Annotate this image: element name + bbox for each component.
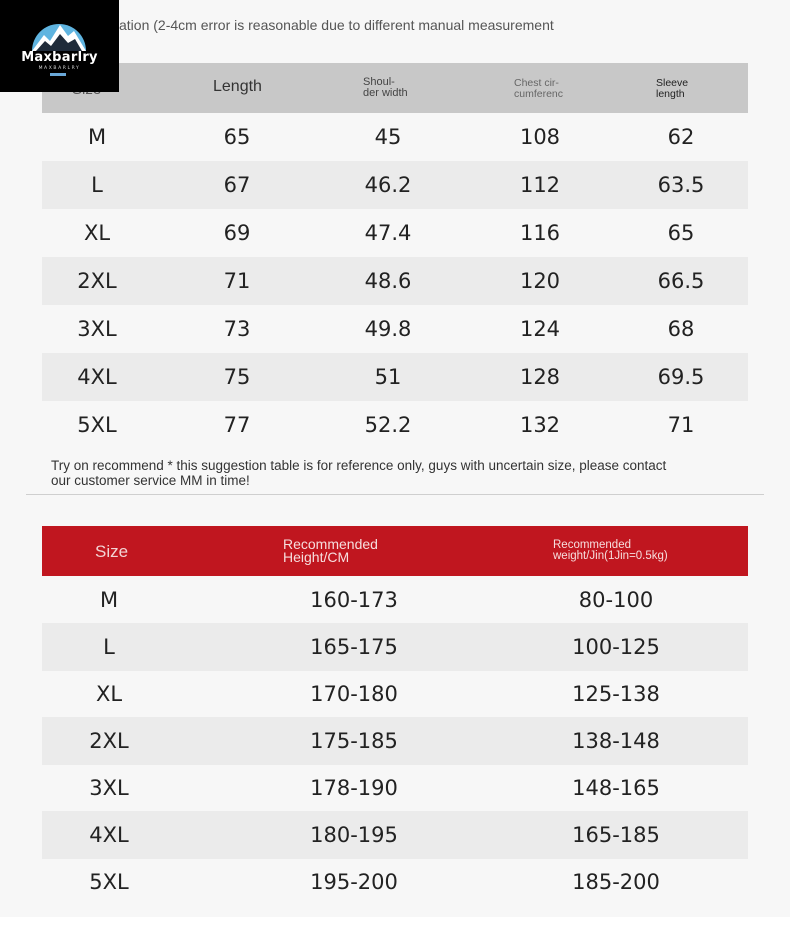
table-cell: 100-125: [572, 635, 660, 659]
table-cell: 71: [667, 413, 695, 437]
table-cell: 66.5: [657, 269, 705, 293]
header-shoulder-line1: Shoul-: [363, 76, 395, 88]
header2-weight: [553, 540, 668, 562]
table-cell: 45: [374, 125, 402, 149]
table-cell: 185-200: [572, 870, 660, 894]
table-row: [42, 623, 748, 671]
header-sleeve-line1: Sleeve: [656, 77, 689, 89]
table-cell: XL: [83, 221, 111, 245]
table-row: [42, 717, 748, 765]
header-chest-circumference: [514, 78, 563, 100]
table-cell: 132: [519, 413, 561, 437]
table-row: [42, 811, 748, 859]
table-cell: 69: [223, 221, 251, 245]
header2-height-line1: Recommended: [283, 536, 378, 552]
table-row: [42, 209, 748, 257]
table-cell: 49.8: [364, 317, 412, 341]
table-cell: M: [99, 588, 119, 612]
table-cell: 165-185: [572, 823, 660, 847]
table-cell: L: [91, 173, 103, 197]
header2-height: [283, 538, 378, 564]
table-cell: 68: [667, 317, 695, 341]
table-cell: 4XL: [89, 823, 129, 847]
recommend-note: [51, 458, 751, 488]
table-cell: 2XL: [89, 729, 129, 753]
table-row: [42, 670, 748, 718]
size-table-header: [42, 63, 748, 113]
header2-height-line2: Height/CM: [283, 549, 350, 565]
table-row: [42, 113, 748, 161]
brand-subtitle: MAXBARLRY: [38, 66, 81, 71]
header2-weight-line1: Recommended: [553, 539, 631, 551]
table-cell: 2XL: [77, 269, 117, 293]
section-divider: [26, 494, 764, 495]
table-cell: 65: [667, 221, 695, 245]
brand-name: Maxbarlry: [21, 50, 98, 65]
table-cell: 67: [223, 173, 251, 197]
table-cell: 108: [519, 125, 561, 149]
table-cell: 178-190: [310, 776, 398, 800]
table-row: [42, 401, 748, 449]
header-shoulder-line2: der width: [363, 87, 408, 99]
table-cell: 180-195: [310, 823, 398, 847]
table-cell: 71: [223, 269, 251, 293]
measurement-note: ation (2-4cm error is reasonable due to different manual measurement: [119, 17, 554, 33]
header-length: Length: [213, 78, 262, 95]
table-cell: 165-175: [310, 635, 398, 659]
table-cell: 80-100: [578, 588, 654, 612]
header2-size: Size: [95, 542, 129, 561]
table-cell: 170-180: [310, 682, 398, 706]
table-cell: 46.2: [364, 173, 412, 197]
brand-logo: [0, 0, 119, 92]
recommend-note-line2: our customer service MM in time!: [51, 473, 250, 488]
table-cell: M: [87, 125, 107, 149]
recommend-note-line1: Try on recommend * this suggestion table is for reference only, guys with uncertain size, please contact: [51, 458, 667, 473]
table-cell: 4XL: [77, 365, 117, 389]
mountain-logo-icon: [30, 17, 88, 53]
table-row: [42, 353, 748, 401]
header2-weight-line2: weight/Jin(1Jin=0.5kg): [553, 550, 668, 562]
table-cell: 63.5: [657, 173, 705, 197]
table-cell: 62: [667, 125, 695, 149]
table-cell: 52.2: [364, 413, 412, 437]
table-cell: 65: [223, 125, 251, 149]
table-cell: 112: [519, 173, 561, 197]
header-shoulder-width: [363, 77, 408, 99]
brand-flag: [50, 73, 66, 76]
table-cell: 48.6: [364, 269, 412, 293]
table-row: [42, 161, 748, 209]
table-cell: 128: [519, 365, 561, 389]
header-chest-line1: Chest cir-: [514, 77, 559, 89]
table-row: [42, 305, 748, 353]
table-row: [42, 764, 748, 812]
table-cell: 116: [519, 221, 561, 245]
table-cell: 69.5: [657, 365, 705, 389]
bottom-band: [0, 917, 790, 930]
table-row: [42, 858, 748, 906]
table-cell: 77: [223, 413, 251, 437]
table-row: [42, 576, 748, 624]
table-cell: 138-148: [572, 729, 660, 753]
table-cell: 3XL: [89, 776, 129, 800]
table-row: [42, 257, 748, 305]
header-sleeve-length: [656, 78, 688, 100]
table-cell: 160-173: [310, 588, 398, 612]
header-sleeve-line2: length: [656, 88, 685, 100]
table-cell: 47.4: [364, 221, 412, 245]
table-cell: XL: [95, 682, 123, 706]
table-cell: 148-165: [572, 776, 660, 800]
table-cell: 73: [223, 317, 251, 341]
table-cell: 195-200: [310, 870, 398, 894]
header-chest-line2: cumferenc: [514, 88, 564, 100]
table-cell: 51: [374, 365, 402, 389]
table-cell: L: [103, 635, 115, 659]
table-cell: 120: [519, 269, 561, 293]
table-cell: 75: [223, 365, 251, 389]
table-cell: 3XL: [77, 317, 117, 341]
table-cell: 5XL: [89, 870, 129, 894]
recommend-table-header: [42, 526, 748, 576]
table-cell: 175-185: [310, 729, 398, 753]
table-cell: 5XL: [77, 413, 117, 437]
table-cell: 124: [519, 317, 561, 341]
table-cell: 125-138: [572, 682, 660, 706]
